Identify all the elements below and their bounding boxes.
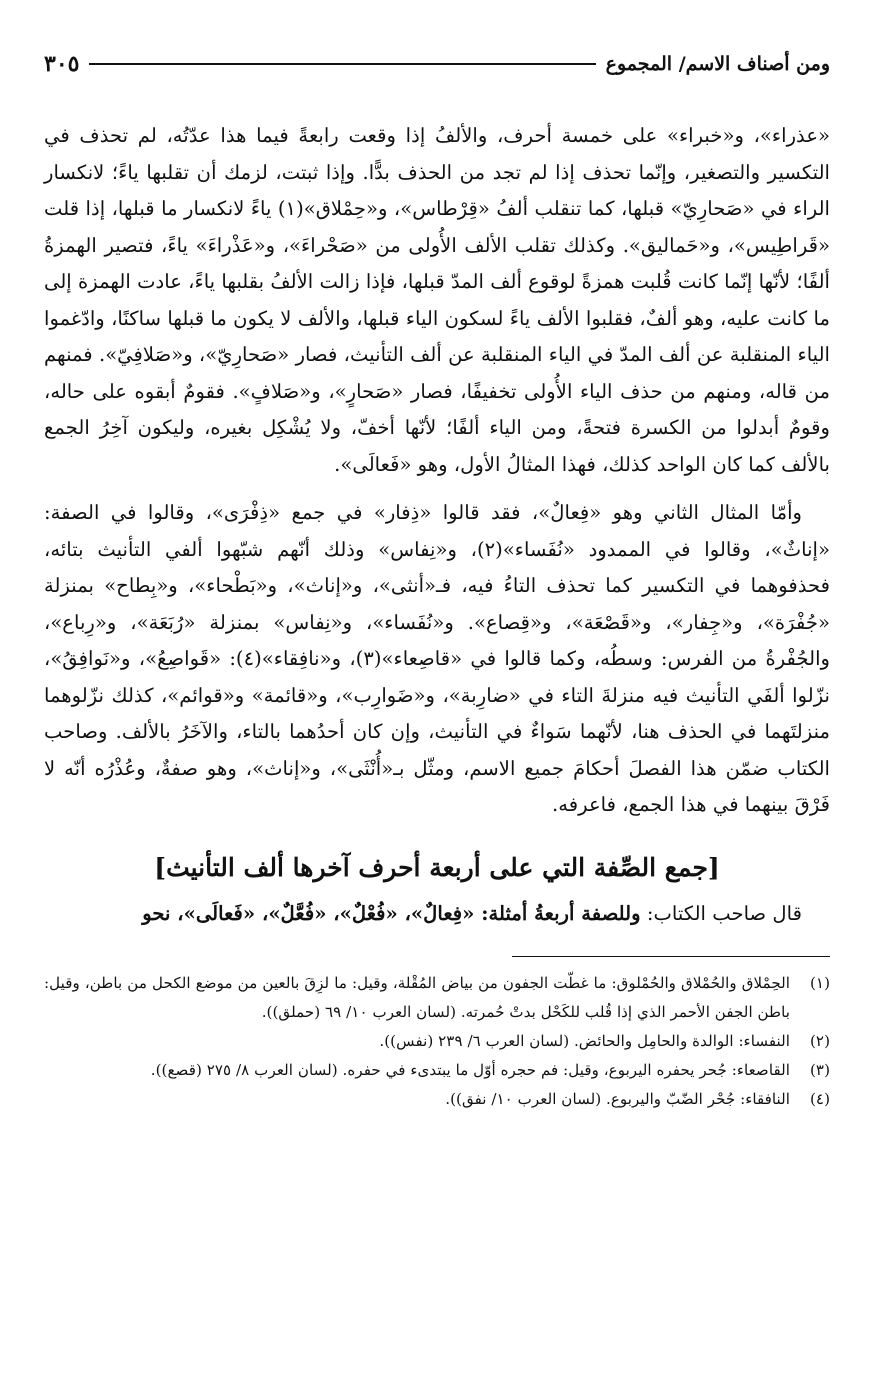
footnotes	[44, 969, 830, 1114]
footnote-text: القاصعاء: جُحر يحفره اليربوع، وقيل: فم حجره أوّل ما يبتدىء في حفره. (لسان العرب ٨/ ٢٧٥ (قصع)).	[150, 1060, 790, 1079]
book-page	[44, 44, 830, 1364]
paragraph-2: وأمّا المثال الثاني وهو «فِعالٌ»، فقد قالوا «ذِفار» في جمع «ذِفْرَى»، وقالوا في الصفة: «إناثٌ»، وقالوا في الممدود «نُفَساء»(٢)، و«نِفاس» وذلك أنّهم شبّهوا ألفي التأنيث بتائه، فحذفوهما في التكسير كما تحذف التاءُ فيه، فـ«أنثى»، و«إناث»، و«بَطْحاء»، و«بِطاح» بمنزلة «جُفْرَة»، و«جِفار»، و«قَصْعَة»، و«قِصاع». و«نُفَساء»، و«نِفاس» بمنزلة «رُبَعَة»، و«رِباع»، والجُفْرةُ من الفرس: وسطُه، وكما قالوا في «قاصِعاء»(٣)، و«نافِقاء»(٤): «قَواصِعُ»، و«نَوافِقُ»، نزّلوا ألفَي التأنيث فيه منزلةَ التاء في «ضارِبة»، و«ضَوارِب»، و«قائمة» و«قوائم»، كذلك نزّلوهما منزلتَهما في الحذف هنا، لأنّهما سَواءٌ في التأنيث، وإن كان أحدُهما بالتاء، والآخَرُ بالألف. وصاحب الكتاب ضمّن هذا الفصلَ أحكامَ جميع الاسم، ومثّل بـ«أُنْثَى»، و«إناث»، وهو صفةٌ، وعُذْرُه أنّه لا فَرْقَ بينهما في هذا الجمع، فاعرفه.	[44, 501, 830, 816]
running-title: ومن أصناف الاسم/ المجموع	[605, 53, 830, 75]
paragraph-1: «عذراء»، و«خبراء» على خمسة أحرف، والألفُ إذا وقعت رابعةً فيما هذا عدّتُه، لم تحذف في التكسير والتصغير، وإنّما تحذف إذا لم تجد من الحذف بدًّا. وإذا ثبتت، لزمك أن تقلبها ياءً؛ لانكسار الراء في «صَحارِيّ» قبلها، كما تنقلب ألفُ «قِرْطاس»، و«حِمْلاق»(١) ياءً لانكسار ما قبلها، إذا قلت «قَراطِيس»، و«حَماليق». وكذلك تقلب الألف الأُولى من «صَحْراءَ»، و«عَذْراءَ» ياءً، فتصير الهمزةُ ألفًا؛ لأنّها إنّما كانت قُلبت همزةً لوقوع ألف المدّ قبلها، فإذا زالت الألفُ بقلبها ياءً، عادت الهمزة إلى ما كانت عليه، وهو ألفٌ، فقلبوا الألف ياءً لسكون الياء قبلها، والألف لا يكون ما قبلها ساكنًا، وادّغموا الياء المنقلبة عن ألف المدّ في الياء المنقلبة عن ألف التأنيث، فصار «صَحارِيّ»، و«صَلافِيّ». فمنهم من قاله، ومنهم من حذف الياء الأُولى تخفيفًا، فصار «صَحارٍ»، و«صَلافٍ». فقومٌ أبقوه على حاله، وقومٌ أبدلوا من الكسرة فتحةً، ومن الياء ألفًا؛ لأنّها أخفّ، ولا يُشْكِل بغيره، وليكون آخِرُ الجمع بالألف كما كان الواحد كذلك، فهذا المثالُ الأول، وهو «فَعالَى».	[44, 124, 830, 476]
intro-plain-text: قال صاحب الكتاب:	[640, 901, 802, 925]
footnote-2	[44, 1027, 830, 1056]
header-rule	[89, 63, 595, 65]
footnote-number: (١)	[809, 973, 830, 992]
footnote-number: (٣)	[809, 1060, 830, 1079]
footnote-1	[44, 969, 830, 1027]
footnote-text: النفساء: الوالدة والحامِل والحائض. (لسان العرب ٦/ ٢٣٩ (نفس)).	[379, 1031, 790, 1050]
footnote-number: (٤)	[809, 1089, 830, 1108]
intro-bold-text: وللصفة أربعةُ أمثلة: «فِعالٌ»، «فُعْلٌ»، «فُعَّلٌ»، «فَعالَى»، نحو	[142, 901, 641, 925]
main-text	[44, 118, 830, 824]
running-head	[44, 44, 830, 84]
section-intro	[44, 896, 830, 932]
page-number: ٣٠٥	[44, 51, 80, 77]
footnote-rule	[512, 956, 830, 957]
footnote-text: النافقاء: جُحْر الضّبّ واليربوع. (لسان العرب ١٠/ نفق)).	[445, 1089, 790, 1108]
section-heading: [جمع الصِّفة التي على أربعة أحرف آخرها ألف التأنيث]	[154, 852, 720, 882]
footnote-text: الحِمْلاق والحُمْلاق والحُمْلوق: ما غطّت الجفون من بياض المُقْلة، وقيل: ما لزِقَ بالعين من موضع الكحل من باطن، وقيل: باطن الجفن الأحمر الذي إذا قُلب للكَحْل بدتْ حُمرته. (لسان العرب ١٠/ ٦٩ (حملق)).	[44, 973, 790, 1021]
footnote-3	[44, 1056, 830, 1085]
footnote-number: (٢)	[809, 1031, 830, 1050]
footnote-4	[44, 1085, 830, 1114]
